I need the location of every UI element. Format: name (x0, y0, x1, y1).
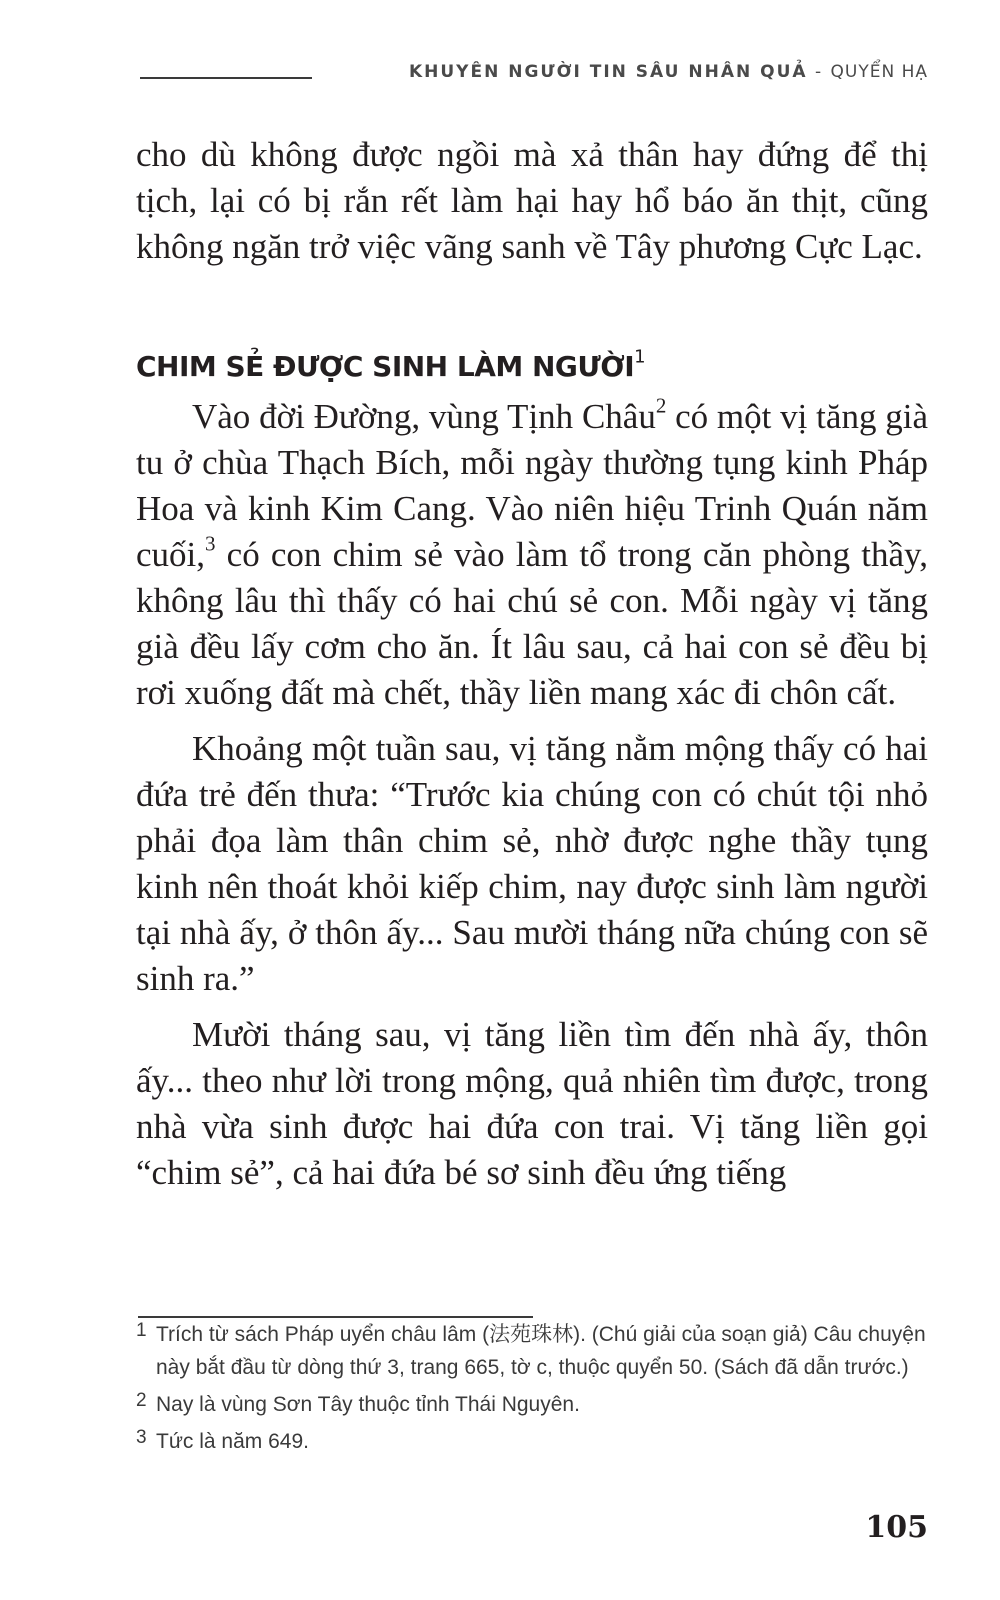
paragraph-2: Khoảng một tuần sau, vị tăng nằm mộng thấy có hai đứa trẻ đến thưa: “Trước kia chúng con có chút tội nhỏ phải đọa làm thân chim sẻ, nhờ được nghe thầy tụng kinh nên thoát khỏi kiếp chim, nay được sinh làm người tại nhà ấy, ở thôn ấy... Sau mười tháng nữa chúng con sẽ sinh ra.” (136, 729, 928, 998)
carryover-paragraph: cho dù không được ngồi mà xả thân hay đứng để thị tịch, lại có bị rắn rết làm hại hay hổ báo ăn thịt, cũng không ngăn trở việc vãng sanh về Tây phương Cực Lạc. (136, 135, 928, 266)
footnote (136, 1388, 936, 1421)
footnote (136, 1425, 936, 1458)
paragraph-1-part-2: có một vị tăng già tu ở chùa Thạch Bích, mỗi ngày thường tụng kinh Pháp Hoa và kinh Kim Cang. Vào niên hiệu Trinh Quán năm cuối, (136, 397, 928, 574)
paragraph-3: Mười tháng sau, vị tăng liền tìm đến nhà ấy, thôn ấy... theo như lời trong mộng, quả nhiên tìm được, trong nhà vừa sinh được hai đứa con trai. Vị tăng liền gọi “chim sẻ”, cả hai đứa bé sơ sinh đều ứng tiếng (136, 1015, 928, 1192)
paragraph-1-part-1: Vào đời Đường, vùng Tịnh Châu (192, 397, 656, 436)
footnotes (136, 1318, 936, 1462)
footnote-number: 1 (136, 1320, 147, 1341)
section-heading (136, 342, 928, 392)
footnote-ref-1[interactable]: 1 (634, 346, 646, 368)
body-text (136, 132, 928, 1196)
footnote-number: 3 (136, 1427, 147, 1448)
footnote (136, 1318, 936, 1384)
paragraph-1-part-3: có con chim sẻ vào làm tổ trong căn phòng thầy, không lâu thì thấy có hai chú sẻ con. Mỗi ngày vị tăng già đều lấy cơm cho ăn. Ít lâu sau, cả hai con sẻ đều bị rơi xuống đất mà chết, thầy liền mang xác đi chôn cất. (136, 535, 928, 712)
footnote-ref-3[interactable]: 3 (205, 531, 216, 556)
running-head-separator: - (807, 62, 831, 82)
header-rule (140, 77, 312, 79)
page-number: 105 (865, 1510, 928, 1545)
paragraph-1 (136, 394, 928, 716)
footnote-number: 2 (136, 1390, 147, 1411)
footnote-ref-2[interactable]: 2 (655, 393, 667, 418)
running-head-book-title: KHUYÊN NGƯỜI TIN SÂU NHÂN QUẢ (408, 62, 808, 82)
footnote-text: Tức là năm 649. (156, 1430, 309, 1453)
section-heading-text: CHIM SẺ ĐƯỢC SINH LÀM NGƯỜI (136, 350, 635, 383)
footnote-text: Nay là vùng Sơn Tây thuộc tỉnh Thái Nguyên. (156, 1393, 580, 1416)
running-head-volume: QUYỂN HẠ (830, 62, 928, 82)
running-head (409, 62, 928, 82)
footnote-text: Trích từ sách Pháp uyển châu lâm (法苑珠林). (Chú giải của soạn giả) Câu chuyện này bắt đầu từ dòng thứ 3, trang 665, tờ c, thuộc quyển 50. (Sách đã dẫn trước.) (156, 1323, 926, 1379)
